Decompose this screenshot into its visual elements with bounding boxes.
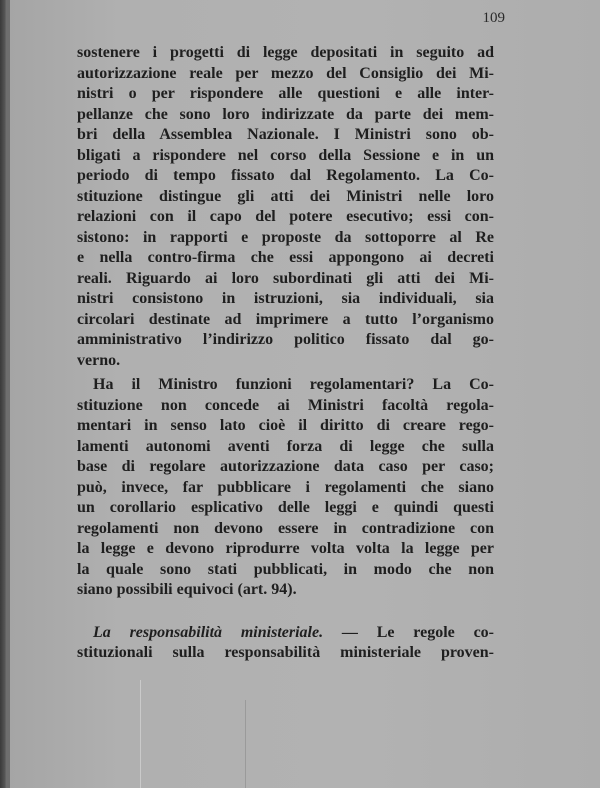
text-line: bri della Assemblea Nazionale. I Ministri sono ob- xyxy=(77,126,494,143)
text-line: può, invece, far pubblicare i regolamenti che siano xyxy=(77,478,494,496)
text-line: la quale sono stati pubblicati, in modo che non xyxy=(77,560,494,578)
section-heading: La responsabilità ministeriale. xyxy=(93,623,324,641)
text-line: un corollario esplicativo delle leggi e quindi questi xyxy=(77,499,494,516)
text-line: verno. xyxy=(77,351,121,369)
paper-crease xyxy=(140,680,261,788)
body-text xyxy=(77,43,494,664)
text-line: reali. Riguardo ai loro subordinati gli atti dei Mi- xyxy=(77,269,494,287)
text-line: pellanze che sono loro indirizzate da parte dei mem- xyxy=(77,105,494,123)
text-line: stituzione distingue gli atti dei Ministri nelle loro xyxy=(77,187,494,205)
text-line: la legge e devono riprodurre volta volta la legge per xyxy=(77,540,494,557)
paragraph-1 xyxy=(77,43,494,371)
section-paragraph xyxy=(77,623,494,664)
text-line: amministrativo l’indirizzo politico fissato dal go- xyxy=(77,331,494,348)
text-line: stituzione non concede ai Ministri facoltà regola- xyxy=(77,396,494,414)
text-line: nistri consistono in istruzioni, sia individuali, sia xyxy=(77,290,494,307)
text-line: circolari destinate ad imprimere a tutto l’organismo xyxy=(77,310,494,328)
text-line: siano possibili equivoci (art. 94). xyxy=(77,581,297,598)
paragraph-2 xyxy=(77,375,494,601)
section-line: stituzionali sulla responsabilità ministeriale proven- xyxy=(77,644,494,661)
text-line: base di regolare autorizzazione data caso per caso; xyxy=(77,458,494,475)
text-line: relazioni con il capo del potere esecutivo; essi con- xyxy=(77,208,494,225)
text-line: mentari in senso lato cioè il diritto di creare rego- xyxy=(77,417,494,434)
text-line: sistono: in rapporti e proposte da sottoporre al Re xyxy=(77,228,494,246)
text-line: nistri o per rispondere alle questioni e alle inter- xyxy=(77,85,494,102)
text-line: Ha il Ministro funzioni regolamentari? La Co- xyxy=(93,376,494,393)
text-line: lamenti autonomi aventi forza di legge che sulla xyxy=(77,437,494,455)
section-heading-continuation: — Le regole co- xyxy=(323,623,494,641)
book-binding-shadow xyxy=(6,0,10,788)
text-line: sostenere i progetti di legge depositati in seguito ad xyxy=(77,44,494,61)
text-line: autorizzazione reale per mezzo del Consiglio dei Mi- xyxy=(77,64,494,82)
paper-crease-line xyxy=(245,700,246,788)
text-line: e nella contro-firma che essi appongono ai decreti xyxy=(77,249,494,266)
page-number: 109 xyxy=(482,10,505,26)
text-line: periodo di tempo fissato dal Regolamento. La Co- xyxy=(77,167,494,184)
section-first-line xyxy=(77,623,494,644)
text-line: regolamenti non devono essere in contradizione con xyxy=(77,519,494,537)
text-line: bligati a rispondere nel corso della Sessione e in un xyxy=(77,146,494,164)
